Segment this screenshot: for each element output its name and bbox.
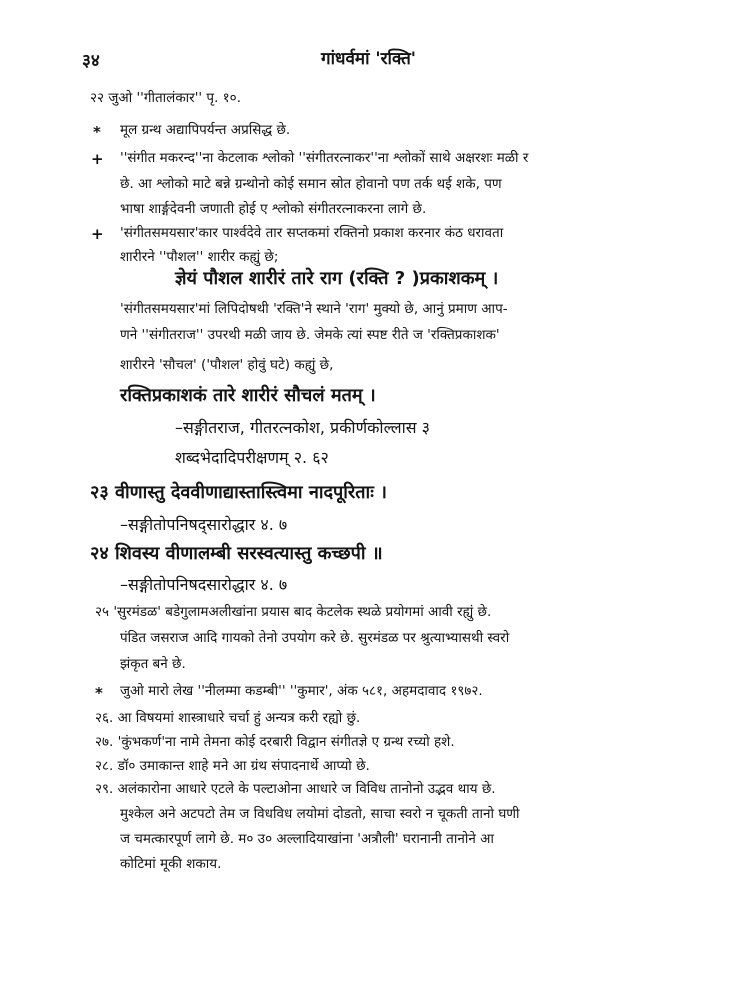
footnote-28: २८. डॉ० उमाकान्त शाहे मने आ ग्रंथ संपादनार्थे आप्यो छे.	[95, 758, 370, 774]
footnote-25-line-1: २५ 'सुरमंडळ' बडेगुलामअलीखांना प्रयास बाद केटलेक स्थळे प्रयोगमां आवी रह्युं छे.	[95, 604, 492, 620]
footnote-26: २६. आ विषयमां शास्त्राधारे चर्चा हुं अन्यत्र करी रह्यो छुं.	[95, 710, 361, 726]
footnote-29-line-3: ज चमत्कारपूर्ण लागे छे. म० उ० अल्लादियाखांना 'अत्रौली' घरानानी तानोने आ	[120, 831, 494, 847]
star-marker: *	[95, 684, 103, 702]
footnote-27: २७. 'कुंभकर्ण'ना नामे तेमना कोई दरबारी विद्वान संगीतज्ञे ए ग्रन्थ रच्यो हशे.	[95, 734, 455, 750]
note-star-1: मूल ग्रन्थ अद्यापिपर्यन्त अप्रसिद्ध छे.	[120, 122, 291, 138]
page-number: ३४	[82, 51, 100, 71]
footnote-24: २४ शिवस्य वीणालम्बी सरस्वत्यास्तु कच्छपी ॥	[90, 543, 383, 564]
footnote-22: २२ जुओ ''गीतालंकार'' पृ. १०.	[90, 90, 241, 106]
footnote-29-line-4: कोटिमां मूकी शकाय.	[120, 856, 222, 872]
footnote-29-line-1: २९. अलंकारोना आधारे एटले के पल्टाओना आधारे ज विविध तानोनो उद्भव थाय छे.	[95, 781, 496, 797]
source-citation-1: –सङ्गीतराज, गीतरत्नकोश, प्रकीर्णकोल्लास ३	[175, 418, 430, 437]
note-para-3-line-1: 'संगीतसमयसार'मां लिपिदोषथी 'रक्ति'ने स्थाने 'राग' मुक्यो छे, आनुं प्रमाण आप-	[120, 301, 508, 317]
source-citation-2: –सङ्गीतोपनिषद्सारोद्धार ४. ७	[120, 515, 288, 534]
note-para-3-line-3: शारीरने 'सौचल' ('पौशल' होवुं घटे) कह्युं छे,	[120, 357, 334, 373]
note-plus-2-line-2: शारीरने ''पौशल'' शारीर कह्युं छे;	[120, 249, 279, 265]
footnote-29-line-2: मुश्केल अने अटपटो तेम ज विधविध लयोमां दोडतो, साचा स्वरो न चूकती तानो घणी	[120, 806, 520, 822]
footnote-23: २३ वीणास्तु देववीणाद्यास्तास्त्विमा नादपूरिताः ।	[90, 482, 387, 503]
source-citation-3: –सङ्गीतोपनिषदसारोद्धार ४. ७	[120, 575, 288, 594]
verse-1: ज्ञेयं पौशल शारीरं तारे राग (रक्ति ? )प्रकाशकम् ।	[175, 268, 499, 289]
page-title: गांधर्वमां 'रक्ति'	[321, 49, 416, 69]
plus-marker: +	[91, 150, 104, 168]
verse-2: रक्तिप्रकाशकं तारे शारीरं सौचलं मतम् ।	[120, 385, 376, 406]
note-para-3-line-2: णने ''संगीतराज'' उपरथी मळी जाय छे. जेमके त्यां स्पष्ट रीते ज 'रक्तिप्रकाशक'	[120, 327, 500, 343]
star-marker: *	[93, 123, 101, 141]
source-citation-1b: शब्दभेदादिपरीक्षणम् २. ६२	[175, 448, 329, 467]
footnote-25-line-3: झंकृत बने छे.	[120, 656, 186, 672]
footnote-25-line-2: पंडित जसराज आदि गायको तेनो उपयोग करे छे. सुरमंडळ पर श्रुत्याभ्यासथी स्वरो	[120, 630, 510, 646]
note-plus-1-line-3: भाषा शार्ङ्गदेवनी जणाती होई ए श्लोको संगीतरत्नाकरना लागे छे.	[120, 201, 427, 217]
note-plus-1-line-1: ''संगीत मकरन्द''ना केटलाक श्लोको ''संगीतरत्नाकर''ना श्लोकों साथे अक्षरशः मळी र	[120, 150, 529, 166]
plus-marker: +	[91, 225, 104, 243]
note-star-2: जुओ मारो लेख ''नीलम्मा कडम्बी'' ''कुमार', अंक ५८१, अहमदावाद १९७२.	[120, 683, 483, 699]
note-plus-2-line-1: 'संगीतसमयसार'कार पार्श्वदेवे तार सप्तकमां रक्तिनो प्रकाश करनार कंठ धरावता	[120, 225, 504, 241]
note-plus-1-line-2: छे. आ श्लोको माटे बन्ने ग्रन्थोनो कोई समान स्रोत होवानो पण तर्क थई शके, पण	[120, 176, 502, 192]
